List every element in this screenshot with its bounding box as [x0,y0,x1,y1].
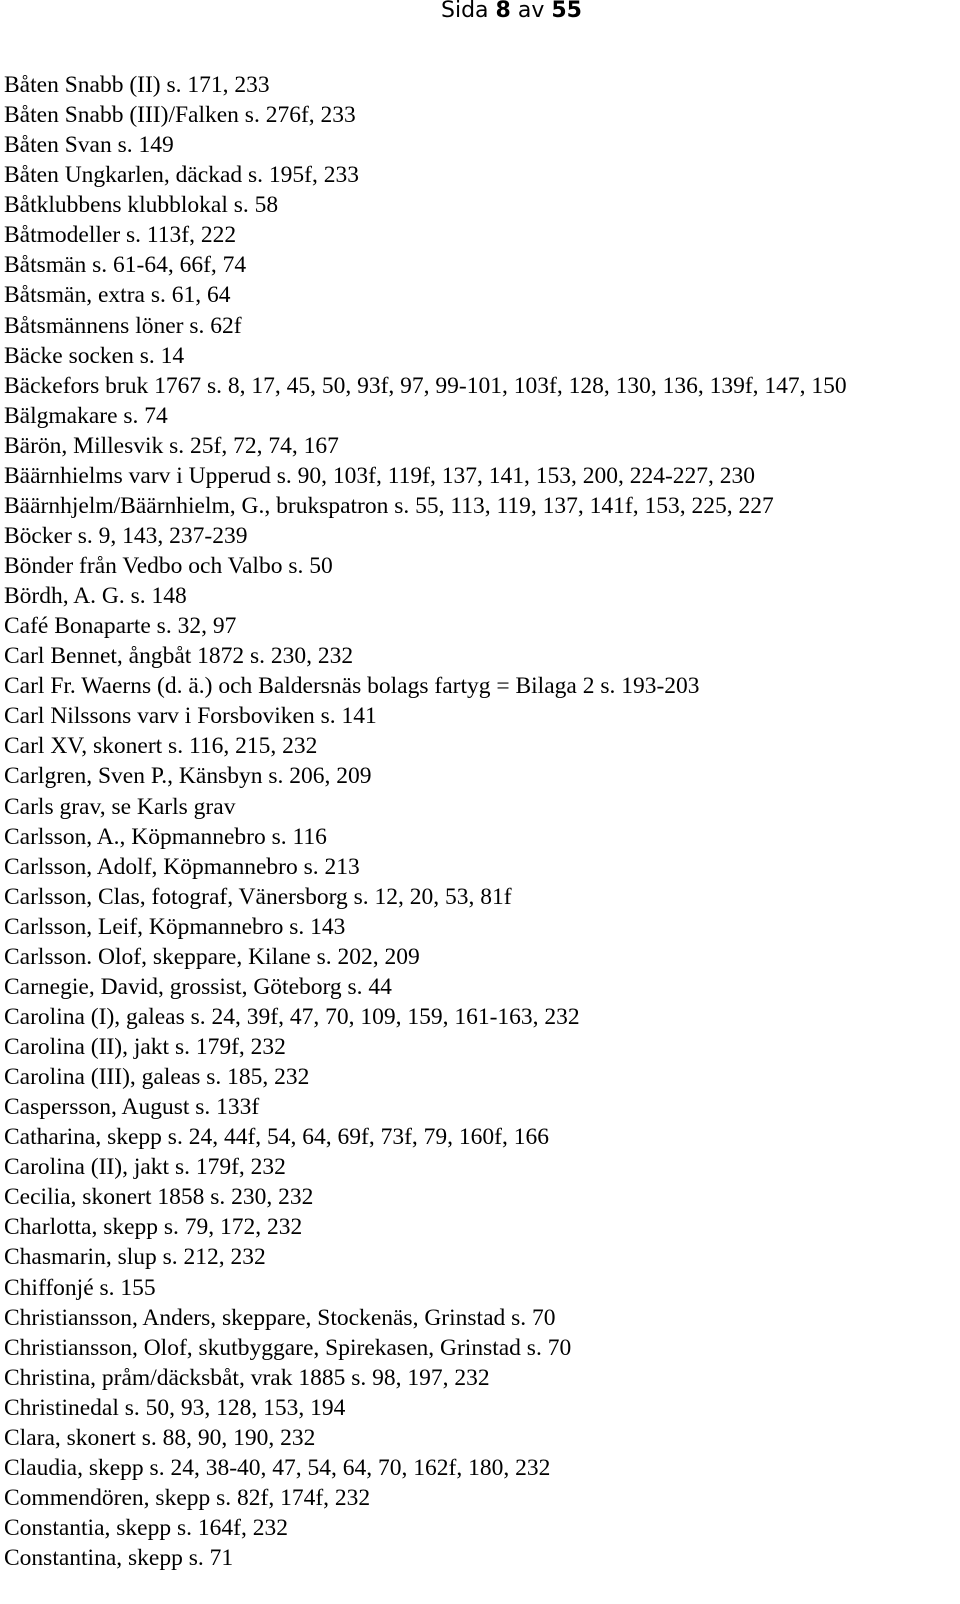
index-entry: Carl Fr. Waerns (d. ä.) och Baldersnäs bolags fartyg = Bilaga 2 s. 193-203 [4,673,700,700]
index-entry: Constantina, skepp s. 71 [4,1545,234,1572]
index-entry: Chiffonjé s. 155 [4,1274,156,1301]
index-entry: Christinedal s. 50, 93, 128, 153, 194 [4,1394,346,1421]
index-entry: Clara, skonert s. 88, 90, 190, 232 [4,1424,316,1451]
index-entry: Carlsson, Clas, fotograf, Vänersborg s. 12, 20, 53, 81f [4,883,512,910]
index-entry: Carolina (II), jakt s. 179f, 232 [4,1034,286,1060]
index-entry: Båtsmän s. 61-64, 66f, 74 [4,252,247,279]
index-entry: Carls grav, se Karls grav [4,793,236,820]
index-entry: Cecilia, skonert 1858 s. 230, 232 [4,1184,314,1211]
index-entry: Båtklubbens klubblokal s. 58 [4,192,279,219]
index-entry: Bönder från Vedbo och Valbo s. 50 [4,553,333,579]
index-entry: Bäcke socken s. 14 [4,342,185,369]
index-entry: Bäärnhielms varv i Upperud s. 90, 103f, 119f, 137, 141, 153, 200, 224-227, 230 [4,462,756,489]
page-number [441,0,582,23]
index-entry: Carnegie, David, grossist, Göteborg s. 44 [4,973,392,1000]
index-entry: Bälgmakare s. 74 [4,402,168,429]
index-entry: Bärön, Millesvik s. 25f, 72, 74, 167 [4,432,339,459]
index-entry: Båten Svan s. 149 [4,132,174,159]
index-entry: Båtsmännens löner s. 62f [4,312,242,339]
index-entry: Båtmodeller s. 113f, 222 [4,222,237,249]
index-entry: Carl Bennet, ångbåt 1872 s. 230, 232 [4,643,354,670]
index-entry: Båten Snabb (II) s. 171, 233 [4,72,270,98]
index-entry: Carolina (III), galeas s. 185, 232 [4,1064,310,1091]
index-entry: Bäärnhjelm/Bäärnhielm, G., brukspatron s. 55, 113, 119, 137, 141f, 153, 225, 227 [4,492,774,519]
index-entry: Charlotta, skepp s. 79, 172, 232 [4,1214,303,1241]
index-entry: Carl Nilssons varv i Forsboviken s. 141 [4,703,377,730]
index-entry: Claudia, skepp s. 24, 38-40, 47, 54, 64, 70, 162f, 180, 232 [4,1454,551,1481]
index-entry: Chasmarin, slup s. 212, 232 [4,1244,266,1271]
page-number-separator: av [517,0,545,23]
index-entry: Carolina (I), galeas s. 24, 39f, 47, 70, 109, 159, 161-163, 232 [4,1003,580,1030]
index-entry: Carolina (II), jakt s. 179f, 232 [4,1154,286,1181]
page-number-prefix: Sida [441,0,489,23]
index-entry: Christina, pråm/däcksbåt, vrak 1885 s. 98, 197, 232 [4,1364,490,1391]
index-entry: Caspersson, August s. 133f [4,1094,260,1121]
index-entry: Båten Snabb (III)/Falken s. 276f, 233 [4,102,356,129]
index-entry: Carlsson, Adolf, Köpmannebro s. 213 [4,853,360,880]
index-entry: Båtsmän, extra s. 61, 64 [4,282,231,309]
index-list [4,70,847,1573]
index-entry: Christiansson, Olof, skutbyggare, Spirekasen, Grinstad s. 70 [4,1334,572,1361]
index-entry: Café Bonaparte s. 32, 97 [4,613,237,640]
page-number-total: 55 [551,0,582,23]
index-entry: Constantia, skepp s. 164f, 232 [4,1515,288,1541]
index-entry: Carlsson, Leif, Köpmannebro s. 143 [4,913,346,940]
index-entry: Böcker s. 9, 143, 237-239 [4,522,248,549]
index-entry: Christiansson, Anders, skeppare, Stockenäs, Grinstad s. 70 [4,1304,556,1331]
page-header [0,0,960,40]
index-entry: Carlsson. Olof, skeppare, Kilane s. 202, 209 [4,943,420,970]
index-entry: Commendören, skepp s. 82f, 174f, 232 [4,1484,371,1511]
index-entry: Bäckefors bruk 1767 s. 8, 17, 45, 50, 93f, 97, 99-101, 103f, 128, 130, 136, 139f, 147, 150 [4,372,847,399]
index-entry: Catharina, skepp s. 24, 44f, 54, 64, 69f, 73f, 79, 160f, 166 [4,1124,549,1151]
index-entry: Carlgren, Sven P., Känsbyn s. 206, 209 [4,763,372,790]
index-entry: Båten Ungkarlen, däckad s. 195f, 233 [4,162,360,189]
index-entry: Bördh, A. G. s. 148 [4,583,187,610]
index-entry: Carlsson, A., Köpmannebro s. 116 [4,823,327,850]
index-entry: Carl XV, skonert s. 116, 215, 232 [4,733,318,760]
page-number-current: 8 [495,0,511,23]
